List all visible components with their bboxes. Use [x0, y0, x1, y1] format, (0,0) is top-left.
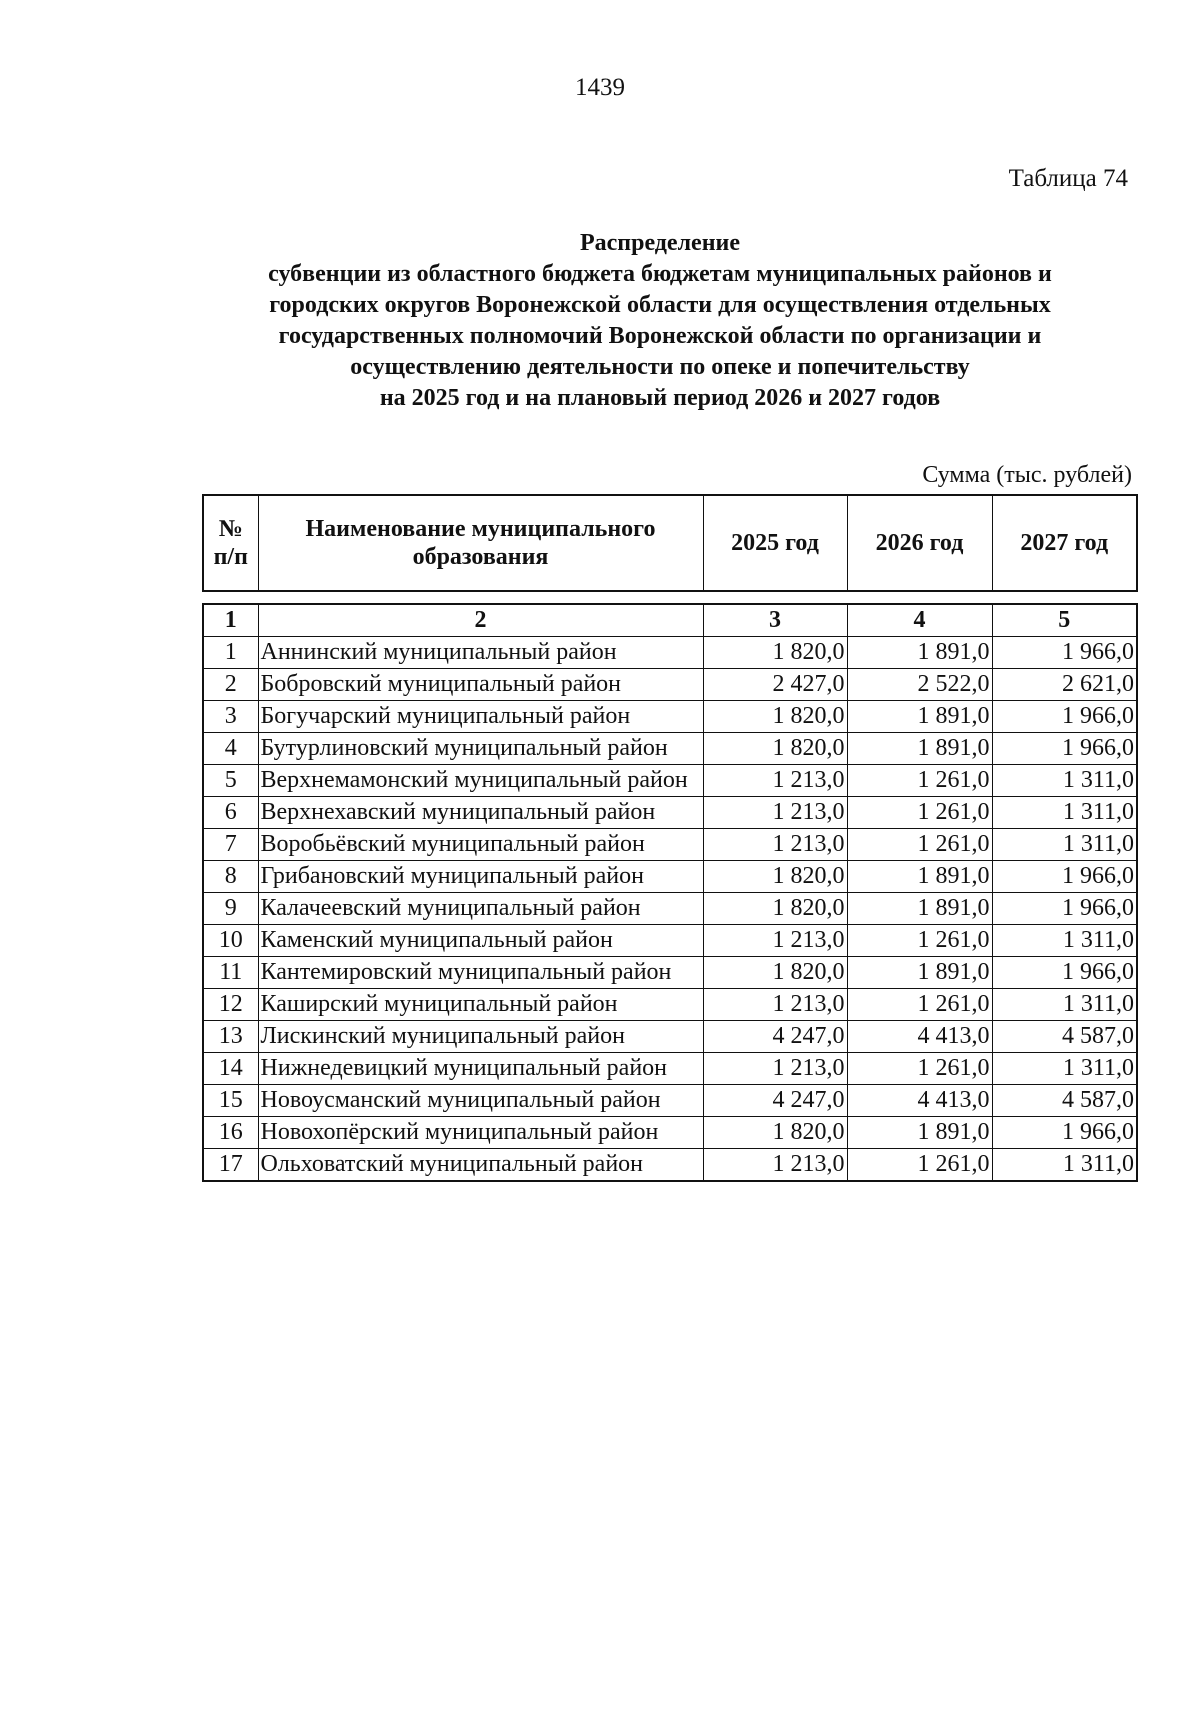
value-2026: 1 891,0 [847, 957, 992, 989]
row-number: 5 [203, 765, 258, 797]
row-number: 9 [203, 893, 258, 925]
row-number: 17 [203, 1149, 258, 1182]
value-2026: 1 891,0 [847, 637, 992, 669]
row-number: 6 [203, 797, 258, 829]
column-number: 5 [992, 604, 1137, 637]
row-number: 15 [203, 1085, 258, 1117]
title-line: субвенции из областного бюджета бюджетам муниципальных районов и [268, 261, 1052, 287]
column-number: 4 [847, 604, 992, 637]
value-2027: 4 587,0 [992, 1021, 1137, 1053]
title-line: на 2025 год и на плановый период 2026 и 2027 годов [379, 385, 941, 411]
value-2025: 1 820,0 [703, 701, 847, 733]
value-2025: 1 213,0 [703, 765, 847, 797]
value-2027: 1 966,0 [992, 701, 1137, 733]
value-2025: 1 213,0 [703, 925, 847, 957]
row-number: 2 [203, 669, 258, 701]
row-name: Калачеевский муниципальный район [258, 893, 703, 925]
value-2027: 1 311,0 [992, 989, 1137, 1021]
value-2026: 1 261,0 [847, 765, 992, 797]
title-line: городских округов Воронежской области для осуществления отдельных [269, 292, 1051, 318]
value-2025: 1 820,0 [703, 861, 847, 893]
header-row [203, 495, 1137, 591]
row-number: 13 [203, 1021, 258, 1053]
table-row [203, 701, 1137, 733]
value-2025: 1 213,0 [703, 797, 847, 829]
row-name: Лискинский муниципальный район [258, 1021, 703, 1053]
row-number: 10 [203, 925, 258, 957]
row-number: 7 [203, 829, 258, 861]
value-2027: 1 311,0 [992, 765, 1137, 797]
value-2026: 1 261,0 [847, 989, 992, 1021]
value-2027: 1 311,0 [992, 1053, 1137, 1085]
value-2026: 1 891,0 [847, 733, 992, 765]
table-row [203, 797, 1137, 829]
table-label: Таблица 74 [1008, 165, 1128, 192]
value-2027: 1 966,0 [992, 861, 1137, 893]
row-name: Ольховатский муниципальный район [258, 1149, 703, 1182]
value-2027: 1 966,0 [992, 1117, 1137, 1149]
value-2025: 1 820,0 [703, 733, 847, 765]
header-2025: 2025 год [703, 495, 847, 591]
row-name: Новохопёрский муниципальный район [258, 1117, 703, 1149]
header-name: Наименование муниципального образования [258, 495, 703, 591]
row-number: 1 [203, 637, 258, 669]
row-name: Богучарский муниципальный район [258, 701, 703, 733]
table-row [203, 829, 1137, 861]
value-2025: 4 247,0 [703, 1021, 847, 1053]
row-number: 8 [203, 861, 258, 893]
value-2025: 2 427,0 [703, 669, 847, 701]
header-2026: 2026 год [847, 495, 992, 591]
row-number: 12 [203, 989, 258, 1021]
header-2027: 2027 год [992, 495, 1137, 591]
row-name: Верхнемамонский муниципальный район [258, 765, 703, 797]
table-row [203, 765, 1137, 797]
value-2025: 1 820,0 [703, 893, 847, 925]
value-2026: 1 261,0 [847, 797, 992, 829]
value-2025: 1 213,0 [703, 1053, 847, 1085]
value-2025: 1 213,0 [703, 829, 847, 861]
value-2026: 1 261,0 [847, 1053, 992, 1085]
value-2027: 1 311,0 [992, 1149, 1137, 1182]
value-2027: 1 311,0 [992, 925, 1137, 957]
table-row [203, 957, 1137, 989]
row-name: Нижнедевицкий муниципальный район [258, 1053, 703, 1085]
value-2027: 1 966,0 [992, 893, 1137, 925]
table-row [203, 1021, 1137, 1053]
table-row [203, 637, 1137, 669]
table-row [203, 989, 1137, 1021]
row-number: 11 [203, 957, 258, 989]
value-2026: 1 261,0 [847, 829, 992, 861]
table-row [203, 1149, 1137, 1182]
value-2027: 1 966,0 [992, 957, 1137, 989]
value-2027: 1 311,0 [992, 797, 1137, 829]
row-name: Каменский муниципальный район [258, 925, 703, 957]
row-name: Верхнехавский муниципальный район [258, 797, 703, 829]
value-2026: 1 261,0 [847, 925, 992, 957]
table-row [203, 893, 1137, 925]
row-name: Кантемировский муниципальный район [258, 957, 703, 989]
row-name: Каширский муниципальный район [258, 989, 703, 1021]
value-2027: 1 311,0 [992, 829, 1137, 861]
value-2025: 1 820,0 [703, 957, 847, 989]
row-number: 14 [203, 1053, 258, 1085]
value-2025: 1 820,0 [703, 637, 847, 669]
row-name: Бобровский муниципальный район [258, 669, 703, 701]
value-2027: 4 587,0 [992, 1085, 1137, 1117]
column-number: 2 [258, 604, 703, 637]
row-number: 3 [203, 701, 258, 733]
title-line: осуществлению деятельности по опеке и попечительству [350, 354, 970, 380]
value-2027: 2 621,0 [992, 669, 1137, 701]
table-row [203, 733, 1137, 765]
value-2025: 1 213,0 [703, 1149, 847, 1182]
row-name: Воробьёвский муниципальный район [258, 829, 703, 861]
title-line: Распределение [579, 230, 741, 256]
value-2026: 4 413,0 [847, 1085, 992, 1117]
value-2025: 1 820,0 [703, 1117, 847, 1149]
row-name: Новоусманский муниципальный район [258, 1085, 703, 1117]
row-name: Аннинский муниципальный район [258, 637, 703, 669]
row-number: 4 [203, 733, 258, 765]
value-2026: 1 261,0 [847, 1149, 992, 1182]
value-2026: 1 891,0 [847, 701, 992, 733]
document-title [180, 228, 1140, 414]
value-2026: 4 413,0 [847, 1021, 992, 1053]
table-row [203, 925, 1137, 957]
row-number: 16 [203, 1117, 258, 1149]
row-name: Бутурлиновский муниципальный район [258, 733, 703, 765]
table-row [203, 861, 1137, 893]
row-name: Грибановский муниципальный район [258, 861, 703, 893]
data-table [202, 603, 1138, 1182]
page-number: 1439 [575, 74, 625, 101]
value-2026: 1 891,0 [847, 861, 992, 893]
units-label: Сумма (тыс. рублей) [922, 462, 1132, 488]
value-2026: 1 891,0 [847, 1117, 992, 1149]
value-2026: 2 522,0 [847, 669, 992, 701]
column-number-row [203, 604, 1137, 637]
table-header [202, 494, 1138, 592]
table-row [203, 1053, 1137, 1085]
table-row [203, 1085, 1137, 1117]
table-row [203, 669, 1137, 701]
column-number: 1 [203, 604, 258, 637]
title-line: государственных полномочий Воронежской области по организации и [278, 323, 1042, 349]
table-row [203, 1117, 1137, 1149]
column-number: 3 [703, 604, 847, 637]
value-2026: 1 891,0 [847, 893, 992, 925]
value-2025: 4 247,0 [703, 1085, 847, 1117]
value-2027: 1 966,0 [992, 637, 1137, 669]
value-2027: 1 966,0 [992, 733, 1137, 765]
header-num: № п/п [203, 495, 258, 591]
value-2025: 1 213,0 [703, 989, 847, 1021]
